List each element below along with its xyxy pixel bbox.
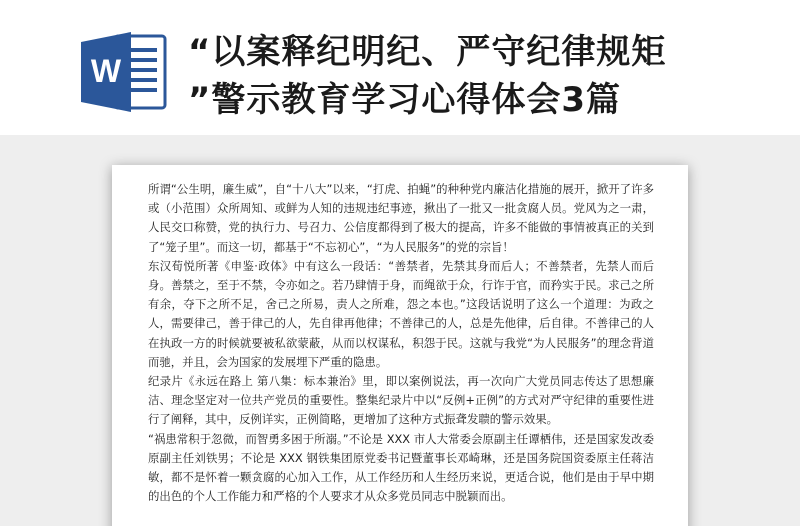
word-document-icon xyxy=(77,26,169,118)
document-page xyxy=(112,165,688,526)
word-logo-letter: W xyxy=(90,53,122,89)
document-paragraph: 东汉荀悦所著《申鉴·政体》中有这么一段话：“善禁者，先禁其身而后人；不善禁者，先禁人而后身。善禁之，至于不禁，令亦如之。若乃肆情于身，而绳欲于众，行诈于官，而矜实于民。求己之所有余，夺下之所不足，舍己之所易，责人之所难，怨之本也。”这段话说明了这么一个道理：为政之人，需要律己，善于律己的人，先自律再他律；不善律己的人，总是先他律，后自律。不善律己的人在执政一方的时候就要被私欲蒙蔽，从而以权谋私，积怨于民。这就与我党“为人民服务”的理念背道而驰，并且，会为国家的发展埋下严重的隐患。 xyxy=(148,258,654,369)
document-paragraph: 所谓“公生明，廉生威”，自“十八大”以来，“打虎、拍蝇”的种种党内廉洁化措施的展开，掀开了许多或（小范围）众所周知、或鲜为人知的违规违纪事迹，揪出了一批又一批贪腐人员。党风为之一肃，人民交口称赞，党的执行力、号召力、公信度都得到了极大的提高，许多不能做的事情被真正的关到了“笼子里”。而这一切，都基于“不忘初心”，“为人民服务”的党的宗旨！ xyxy=(148,182,654,254)
page-title: “以案释纪明纪、严守纪律规矩 ”警示教育学习心得体会3篇 xyxy=(188,32,667,120)
document-paragraph: 纪录片《永远在路上 第八集：标本兼治》里，即以案例说法，再一次向广大党员同志传达了思想廉洁、理念坚定对一位共产党员的重要性。整集纪录片中以“反例+正例”的方式对严守纪律的重要性进行了阐释，其中，反例详实，正例简略，更增加了这种方式振聋发聩的警示效果。 xyxy=(148,374,654,427)
document-paragraph: “祸患常积于忽微，而智勇多困于所溺。”不论是 XXX 市人大常委会原副主任谭栖伟，还是国家发改委原副主任刘铁男；不论是 XXX 钢铁集团原党委书记暨董事长邓崎琳，还是国务院国资委原主任蒋洁敏，都不是怀着一颗贪腐的心加入工作，从工作经历和人生经历来说，更适合说，他们是由于早中期的出色的个人工作能力和严格的个人要求才从众多党员同志中脱颖而出。 xyxy=(148,431,654,504)
header-area xyxy=(0,0,800,135)
